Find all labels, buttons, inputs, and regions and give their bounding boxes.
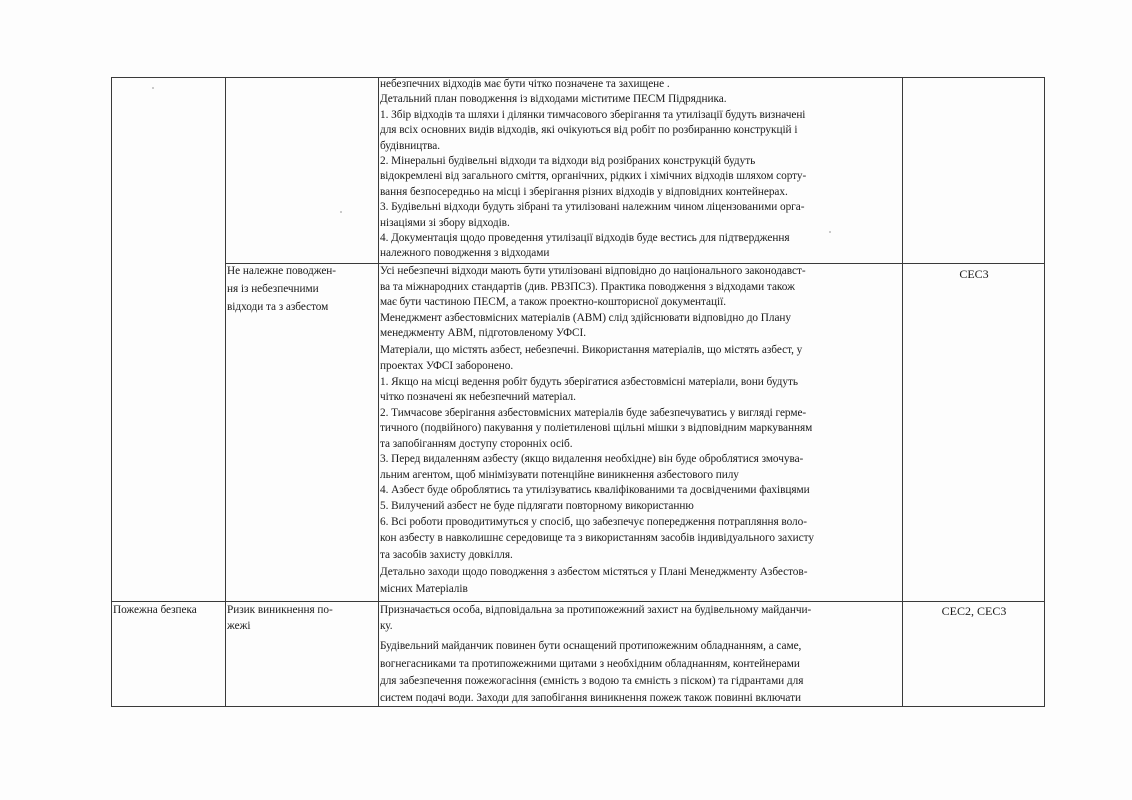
row1-measures-line: вання безпосередньо на місці і зберігання різних відходів у відповідних контейнерах. (380, 185, 788, 198)
column-divider-2 (378, 77, 379, 707)
row2-measures-line: чітко позначені як небезпечний матеріал. (380, 391, 576, 403)
row2-measures-line: 2. Тимчасове зберігання азбестовмісних матеріалів буде забезпечуватись у вигляді герме- (380, 406, 807, 419)
row2-measures-line: та запобіганням доступу сторонніх осіб. (380, 437, 573, 450)
row1-measures-line: для всіх основних видів відходів, які очікуються від робіт по розбиранню конструкцій і (380, 124, 798, 137)
row3-measures-line: Будівельний майданчик повинен бути оснащений протипожежним обладнанням, а саме, (380, 640, 802, 652)
row3-measures-line: вогнегасниками та протипожежними щитами з необхідним обладнанням, контейнерами (380, 658, 800, 670)
row2-measures-line: та засобів захисту довкілля. (380, 549, 513, 561)
row2-impact-line: Не належне поводжен- (227, 265, 336, 277)
row2-measures-line: 1. Якщо на місці ведення робіт будуть зберігатися азбестовмісні матеріали, вони будуть (380, 375, 798, 388)
row1-measures-line: 1. Збір відходів та шляхи і ділянки тимчасового зберігання та утилізації будуть визначені (380, 108, 806, 121)
row1-measures-line: нізаціями зі збору відходів. (380, 216, 510, 229)
table-border-left (111, 77, 112, 707)
row1-measures-line: 3. Будівельні відходи будуть зібрані та утилізовані належним чином ліцензованими орга- (380, 201, 805, 214)
row2-impact-line: відходи та з азбестом (227, 301, 329, 313)
row2-measures-line: Менеджмент азбестовмісних матеріалів (АВМ) слід здійснювати відповідно до Плану (380, 311, 792, 324)
row3-measures-line: для забезпечення пожежогасіння (ємність з водою та ємність з піском) та гідрантами для (380, 675, 804, 687)
row2-measures-line: 3. Перед видаленням азбесту (якщо видалення необхідне) він буде оброблятися змочува- (380, 453, 804, 465)
row2-measures-line: Детально заходи щодо поводження з азбестом містяться у Плані Менеджменту Азбестов- (380, 566, 808, 578)
row2-measures-line: 4. Азбест буде оброблятись та утилізуватись кваліфікованими та досвідченими фахівцями (380, 484, 810, 496)
row3-measures-line: Призначається особа, відповідальна за протипожежний захист на будівельному майданчи- (380, 604, 812, 616)
row2-measures-line: Усі небезпечні відходи мають бути утилізовані відповідно до національного законодавст- (380, 265, 806, 277)
row2-measures-line: місних Матеріалів (380, 583, 468, 595)
row1-measures-cell (380, 77, 902, 263)
row3-measures-line: систем подачі води. Заходи для запобігання виникнення пожеж також повинні включати (380, 692, 801, 704)
row3-impact-line: Ризик виникнення по- (227, 604, 333, 616)
row3-impact-line: жежі (227, 620, 251, 632)
scan-speck (340, 211, 342, 213)
row3-measures-cell (380, 602, 902, 706)
row2-measures-line: тичного (подвійного) пакування у поліетиленові щільні мішки з відповідним маркуванням (380, 422, 813, 434)
row1-measures-line: відокремлені від загального сміття, органічних, рідких і хімічних відходів шляхом сорту- (380, 170, 807, 183)
row2-measures-line: ва та міжнародних стандартів (див. РВЗПСЗ). Практика поводження з відходами також (380, 280, 795, 293)
row2-measures-cell (380, 264, 902, 601)
row2-impact-line: ня із небезпечними (227, 283, 319, 295)
column-divider-1 (225, 77, 226, 707)
row1-measures-line: небезпечних відходів має бути чітко позначене та захищене . (380, 78, 670, 90)
row2-measures-line: Матеріали, що містять азбест, небезпечні. Використання матеріалів, що містять азбест, у (380, 344, 803, 356)
row2-impact-cell (227, 264, 377, 601)
row2-measures-line: кон азбесту в навколишнє середовище та з використанням засобів індивідуального захисту (380, 532, 814, 544)
row3-category: Пожежна безпека (113, 604, 197, 616)
row2-measures-line: 5. Вилучений азбест не буде підлягати повторному використанню (380, 499, 694, 512)
scan-speck (829, 231, 831, 233)
row1-measures-line: 4. Документація щодо проведення утилізації відходів буде вестись для підтвердження (380, 232, 790, 244)
row2-measures-line: 6. Всі роботи проводитимуться у спосіб, що забезпечує попередження потрапляння воло- (380, 515, 807, 528)
row2-measures-line: має бути частиною ПЕСМ, а також проектно-кошторисної документації. (380, 296, 726, 308)
row2-measures-line: проектах УФСІ заборонено. (380, 360, 514, 372)
row1-measures-line: 2. Мінеральні будівельні відходи та відходи від розібраних конструкцій будуть (380, 155, 756, 167)
row2-measures-line: льним агентом, щоб мінімізувати потенційне виникнення азбестового пилу (380, 468, 739, 481)
row1-measures-line: належного поводження з відходами (380, 247, 550, 260)
row3-measures-line: ку. (380, 620, 393, 632)
scan-speck (152, 87, 154, 89)
row3-impact-cell (227, 602, 377, 706)
row2-rating: СЕС3 (959, 267, 989, 281)
row1-measures-line: будівництва. (380, 139, 440, 152)
row1-measures-line: Детальний план поводження із відходами міститиме ПЕСМ Підрядника. (380, 93, 727, 106)
row2-measures-line: менеджменту АВМ, підготовленому УФСІ. (380, 327, 586, 339)
row3-rating: СЕС2, СЕС3 (941, 604, 1007, 618)
